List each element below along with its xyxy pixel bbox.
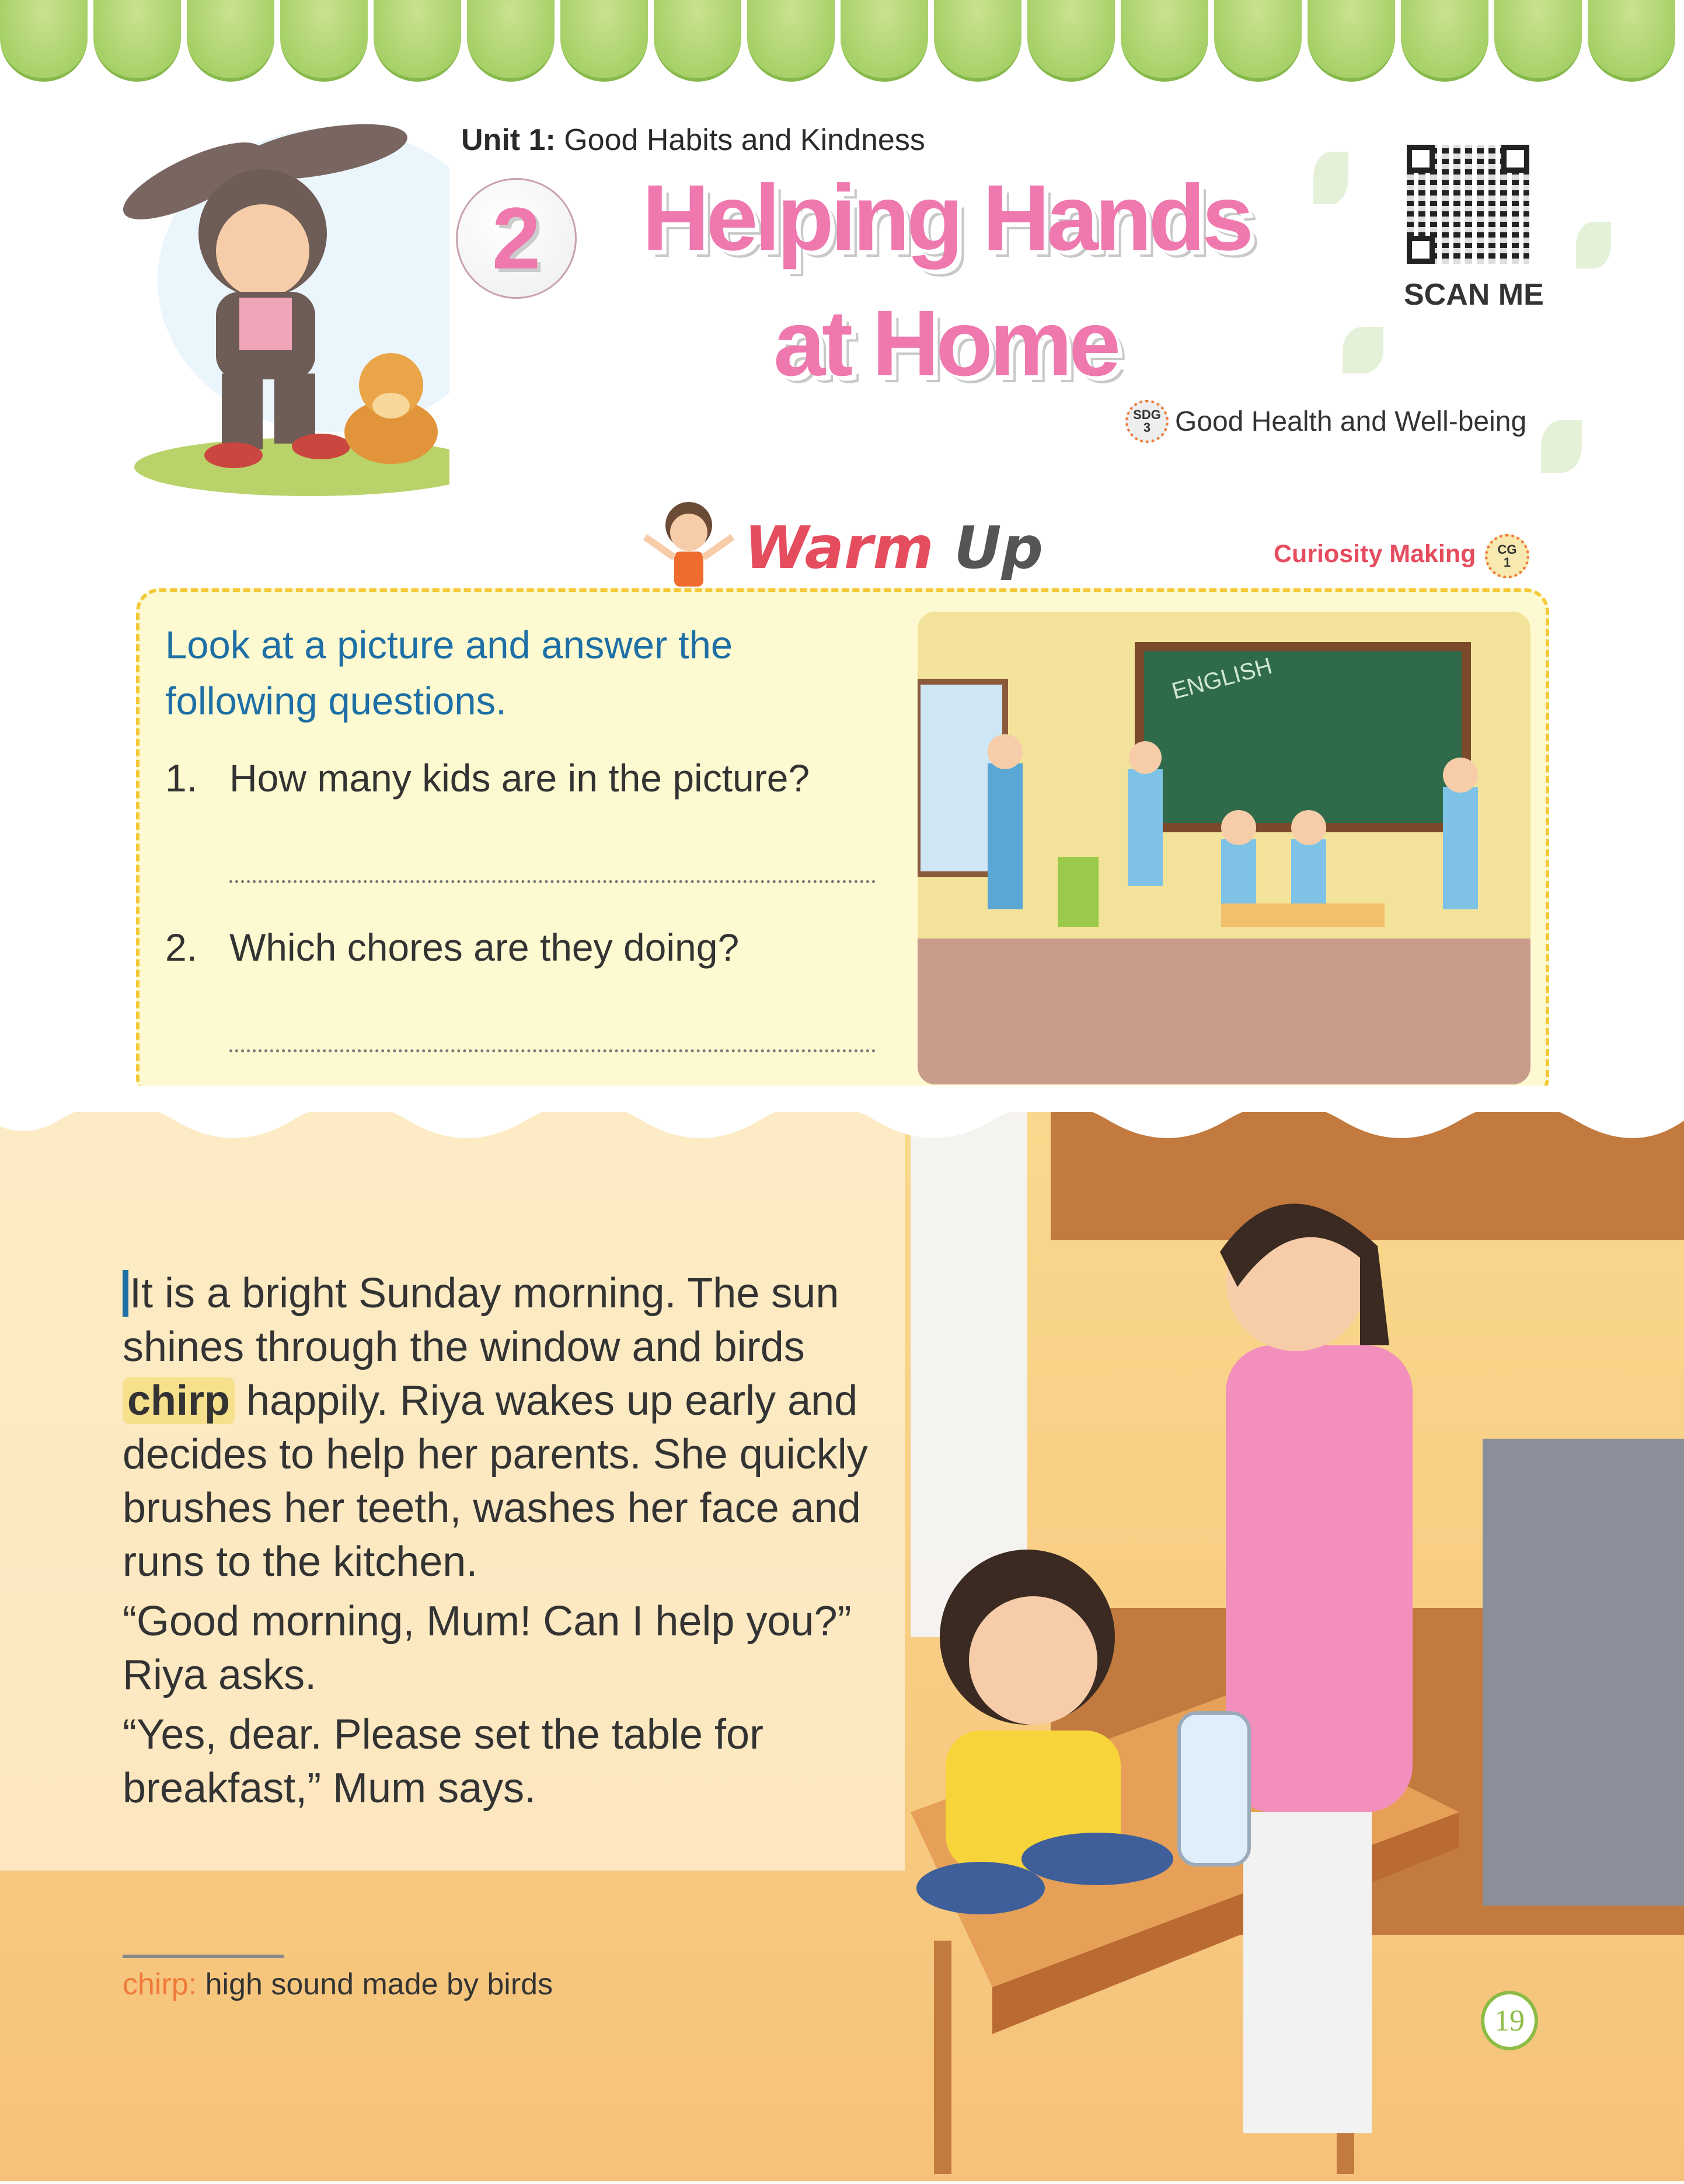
board-text: ENGLISH [1169, 653, 1275, 704]
glossary-word-chirp[interactable]: chirp [123, 1377, 235, 1424]
page-number: 19 [1481, 1991, 1538, 2050]
cg-badge: CG 1 [1485, 534, 1529, 578]
leaf-decoration [1541, 420, 1582, 473]
warm-up-boy-icon [636, 496, 741, 589]
answer-line-1[interactable] [229, 880, 876, 883]
leaf-decoration [1313, 152, 1348, 204]
question-2: 2. Which chores are they doing? [165, 926, 740, 969]
chapter-title-line1: Helping Hands [642, 165, 1251, 270]
story-text [123, 1267, 899, 1821]
chapter-number-badge: 2 [456, 178, 577, 299]
classroom-picture [918, 612, 1530, 1084]
warm-up-heading: Warm Up [744, 514, 1044, 582]
leaf-decoration [1343, 327, 1383, 374]
answer-line-2[interactable] [229, 1049, 876, 1052]
story-paragraph-2: “Good morning, Mum! Can I help you?” Riya asks. [123, 1598, 852, 1698]
skill-label: Curiosity Making [1274, 540, 1476, 568]
footnote-rule [123, 1955, 284, 1958]
drop-cap: I [123, 1270, 141, 1317]
story-paragraph-1: It is a bright Sunday morning. The sun shines through the window and birds chirp happily. Riya wakes up early and decides to help her parents. She quickly brushes her teeth, washes her face and runs to the kitchen. [123, 1270, 868, 1585]
unit-heading: Unit 1: Good Habits and Kindness [461, 123, 925, 157]
leaf-border [0, 0, 1684, 88]
sdg-goal-text: Good Health and Well-being [1175, 406, 1527, 437]
story-paragraph-3: “Yes, dear. Please set the table for breakfast,” Mum says. [123, 1711, 764, 1812]
sdg-badge: SDG 3 [1125, 400, 1169, 443]
child-and-puppy-illustration [88, 117, 449, 496]
qr-code[interactable] [1407, 145, 1529, 264]
wavy-divider [0, 1086, 1684, 1167]
scan-me-label: SCAN ME [1404, 278, 1544, 312]
leaf-decoration [1576, 222, 1611, 268]
chapter-title-line2: at Home [773, 291, 1118, 395]
question-1: 1. How many kids are in the picture? [165, 756, 810, 800]
warm-up-instruction: Look at a picture and answer the following questions. [165, 623, 733, 723]
glossary-footnote: chirp: high sound made by birds [123, 1967, 553, 2001]
